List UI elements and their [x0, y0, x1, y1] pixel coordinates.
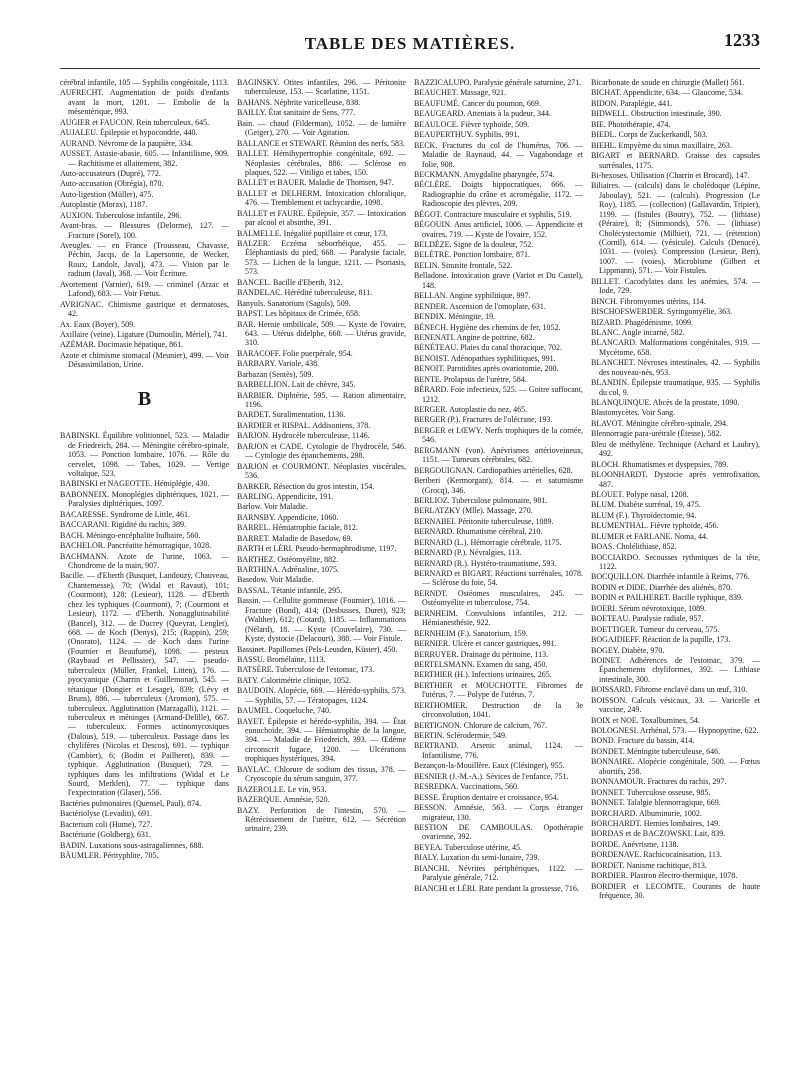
index-entry: BLAVOT. Méningite cérébro-spinale, 294.: [591, 418, 729, 428]
index-entry: BEAUCHET. Massage, 921.: [414, 88, 507, 98]
index-entry: BERTHIER et MOUCHOTTE. Fibromes de l'utérus, 7. — Polype de l'utérus, 7.: [414, 680, 583, 700]
index-entry: AUFRECHT. Augmentation de poids d'enfants avant la mort, 1201. — Embolie de la mésentérique, 993.: [60, 88, 229, 117]
index-entry: Bleu de méthylène. Technique (Achard et Laubry), 492.: [591, 439, 760, 459]
index-entry: BALLET et DELHERM. Intoxication chloralique, 476. — Tremblement et tachycardie, 1098.: [237, 188, 406, 208]
index-entry: BORDIER. Plastron électro-thermique, 1078.: [591, 871, 738, 881]
index-entry: BEAULOCE. Fièvre typhoïde, 509.: [414, 119, 530, 129]
index-entry: BLANC. Angle incarné, 582.: [591, 327, 685, 337]
index-entry: BACHMANN. Azote de l'urine, 1063. — Chondrome de la main, 907.: [60, 551, 229, 570]
index-entry: Beriberi (Kermorgant), 814. — et saturnisme (Grocq), 346.: [414, 476, 583, 495]
index-entry: BLUM. Diabète surrénal, 19, 475.: [591, 500, 701, 510]
index-entry: BIALY. Luxation du semi-lunaire, 739.: [414, 853, 540, 863]
index-entry: BIANCHI. Névrites périphériques, 1122. — Paralysie générale, 712.: [414, 863, 583, 883]
index-entry: BÉNÉTEAU. Plaies du canal thoracique, 702.: [414, 343, 562, 353]
index-entry: BACCARANI. Rigidité du rachis, 389.: [60, 520, 186, 530]
index-entry: BINCH. Fibromyomes utérins, 114.: [591, 296, 706, 306]
index-entry: BASSU. Bromélaïne, 1113.: [237, 654, 326, 664]
index-entry: Bacterium coli (Hume), 727.: [60, 819, 153, 829]
index-entry: BANDELAC. Hérédité tuberculeuse, 811.: [237, 288, 373, 298]
index-entry: Bactéries pulmonaires (Quensel, Paul), 874.: [60, 798, 202, 808]
index-entry: BALLET et BAUER. Maladie de Thomsen, 947.: [237, 178, 394, 188]
index-entry: BERTIN. Sclérodermie, 549.: [414, 731, 508, 740]
index-entry: BECK. Fractures du col de l'humérus, 706. — Maladie de Raynaud, 44. — Vagabondage et folie, 908.: [414, 140, 583, 169]
index-entry: Barbazan (Sentès), 509.: [237, 369, 314, 379]
index-entry: BOLOGNESI. Arrhénal, 573. — Hypnopyrine, 622.: [591, 726, 759, 735]
index-entry: Azote et chimisme stomacal (Meunier), 499. — Voir Désassimilation, Urine.: [60, 350, 229, 370]
index-entry: BARDET. Suralimentation, 1136.: [237, 410, 346, 420]
index-entry: BERTRAND. Arsenic animal, 1124. — Infantilisme, 776.: [414, 741, 583, 760]
index-entry: BARNSBY. Appendicite, 1060.: [237, 512, 339, 522]
index-entry: BIDON. Paraplégie, 441.: [591, 98, 673, 108]
index-entry: BORCHARDT. Hernies lombaires, 149.: [591, 818, 721, 828]
index-entry: BESSE. Éruption dentaire et croissance, 954.: [414, 792, 559, 802]
index-entry: BALMELLE. Inégalité pupillaire et cœur, 173.: [237, 228, 388, 238]
index-entry: BABONNEIX. Monoplégies diphtériques, 1021. — Paralysies diphtériques, 1097.: [60, 489, 229, 509]
index-entry: BESREDKA. Vaccinations, 560.: [414, 782, 519, 792]
index-entry: BOND. Fracture du bassin, 414.: [591, 736, 695, 746]
index-entry: BARJON et CADE. Cytologie de l'hydrocèle, 546. — Cytologie des épanchements, 298.: [237, 441, 406, 461]
index-entry: BERNDT. Ostéomes musculaires, 245. — Ostéomyélite et tuberculose, 754.: [414, 588, 583, 608]
index-entry: Bain. — chaud (Filderman), 1052. — de lumière (Geiger), 270. — Voir Agitation.: [237, 118, 406, 138]
index-entry: BAYET. Épilepsie et hérédo-syphilis, 394. — État eunuchoïde, 394. — Hémiatrophie de la langue, 394. — Maladie de Friedreich, 393. — Œdème circonscrit fugace, 1200. — Ulcérations trophiques hystériques, 394.: [237, 716, 406, 764]
index-entry: BIEDL. Corps de Zuckerkandl, 503.: [591, 130, 708, 140]
index-entry: BERNABEI. Péritonite tuberculeuse, 1089.: [414, 516, 554, 526]
index-entry: Axillaire (veine). Ligature (Dumoulin, Mériel), 741.: [60, 329, 228, 339]
index-entry: BERRUYER. Drainage du péritoine, 113.: [414, 649, 549, 659]
index-entry: Auto-accusation (Obrégia), 870.: [60, 179, 164, 189]
index-entry: BOINET. Adhérences de l'estomac, 379. — Épanchements chyliformes, 392. — Lithiase intestinale, 300.: [591, 655, 760, 684]
index-entry: BASSAL. Tétanie infantile, 295.: [237, 585, 343, 595]
index-entry: Blennorragie para-urétrale (Étesse), 582.: [591, 429, 722, 439]
page-title: TABLE DES MATIÈRES.: [304, 34, 516, 53]
index-entry: BESTION DE CAMBOULAS. Opothérapie ovarienne, 392.: [414, 822, 583, 842]
index-entry: BAZERQUE. Amnésie, 520.: [237, 795, 330, 805]
index-entry: BERLIOZ. Tuberculose pulmonaire, 981.: [414, 495, 548, 505]
index-entry: BARJON et COURMONT. Néoplasies viscérales, 536.: [237, 461, 406, 481]
index-entry: BIZARD. Phagédénisme, 1099.: [591, 317, 693, 327]
index-entry: BENDER. Ascension de l'omoplate, 631.: [414, 301, 546, 311]
index-entry: BAZZICALUPO. Paralysie générale saturnine, 271.: [414, 78, 582, 87]
index-entry: BADIN. Luxations sous-astragaliennes, 688.: [60, 840, 204, 850]
index-entry: BERTHOMIER. Destruction de la 3e circonvolution, 1041.: [414, 700, 583, 720]
index-entry: BABINSKI. Équilibre volitionnel, 523. — Maladie de Friedreich, 284. — Méningite cérébro-spinale, 1053. — Ponction lombaire, 1076. — Rôle du cervelet, 1098. — Tabes, 1029. — Vertige voltaïque, 523.: [60, 431, 229, 479]
index-entry: BIDWELL. Obstruction intestinale, 390.: [591, 109, 722, 119]
index-entry: BERLATZKY (Mlle). Massage, 270.: [414, 506, 533, 516]
index-entry: BILLET. Cacodylates dans les anémies, 574. — Iode, 729.: [591, 276, 760, 296]
index-entry: BÉGOT. Contracture musculaire et syphilis, 519.: [414, 209, 572, 219]
index-entry: BECKMANN. Amygdalite pharyngée, 574.: [414, 169, 555, 179]
index-entry: BARTHINA. Adrénaline, 1075.: [237, 565, 339, 574]
index-entry: BERNARD (P.). Névralgies, 113.: [414, 548, 522, 558]
page-number: 1233: [724, 30, 760, 50]
index-entry: BERNARD (L.). Hémorragie cérébrale, 1175.: [414, 537, 562, 547]
index-entry: BABINSKI et NAGEOTTE. Hémiplégie, 430.: [60, 479, 210, 489]
index-entry: BEYEA. Tuberculose utérine, 45.: [414, 842, 522, 852]
index-entry: BLUMER et FARLANE. Noma, 44.: [591, 531, 708, 541]
index-entry: BERTELSMANN. Examen du sang, 450.: [414, 659, 548, 669]
index-entry: Blastomycètes. Voir Sang.: [591, 408, 676, 418]
section-letter: B: [137, 387, 152, 410]
index-entry: BELDÈZE. Signe de la douleur, 752.: [414, 240, 534, 249]
index-entry: BAUDOIN. Alopécie, 669. — Hérédo-syphilis, 573. — Syphilis, 57. — Tératopages, 1124.: [237, 686, 406, 705]
index-entry: BARLING. Appendicite, 191.: [237, 491, 334, 501]
index-entry: BERNIER. Ulcère et cancer gastriques, 991.: [414, 639, 557, 649]
index-entry: Belladone. Intoxication grave (Variot et Du Castel), 148.: [414, 271, 583, 290]
index-entry: BALLANCE et STEWART. Réunion des nerfs, 583.: [237, 138, 406, 148]
index-entry: cérébral infantile, 105 — Syphilis congénitale, 1113.: [60, 78, 229, 87]
index-entry: BIE. Photothérapie, 474.: [591, 119, 671, 129]
index-entry: BARREL. Hémiatrophie faciale, 812.: [237, 523, 358, 533]
index-entry: BARTH et LÉRI. Pseudo-hermaphrodisme, 1197.: [237, 544, 397, 554]
index-entry: Bassin. — Cellulite gommeuse (Fournier), 1016. — Fracture (Bond), 414; (Desbusses, Duret), 923; (Walther), 612; (Cotard), 1185. — Inflammations (Nélard), 18. — Kyste (Couvelaire), 730. — Kyste, dystocie (Delacourt), 388. — Voir Fistule.: [237, 596, 406, 644]
index-entry: BALLET. Hémihypertrophie congénitale, 692. — Néoplasies cérébrales, 886. — Sclérose en plaques, 522. — Vitiligo et tabes, 150.: [237, 149, 406, 177]
index-entry: BAPST. Les hôpitaux de Crimée, 658.: [237, 309, 360, 319]
index-entry: Bi-hexoses. Utilisation (Charrin et Brocard), 147.: [591, 170, 750, 180]
index-entry: BEAUPERTHUY. Syphilis, 991.: [414, 130, 520, 140]
index-entry: BORDE. Anévrisme, 1138.: [591, 839, 679, 849]
index-entry: BAZY. Perforation de l'intestin, 570. — Rétrécissement de l'urètre, 612. — Sécrétion urinaire, 239.: [237, 805, 406, 834]
index-entry: BESNIER (J.-M.-A.). Sévices de l'enfance, 751.: [414, 771, 569, 781]
index-entry: BARACOFF. Folie puerpérale, 954.: [237, 348, 353, 358]
index-entry: BOISSARD. Fibrome enclavé dans un œuf, 310.: [591, 685, 748, 695]
index-entry: Auto-ligestion (Müller), 475.: [60, 189, 154, 199]
header-rule: [60, 68, 760, 69]
index-entry: AVRIGNAC. Chimisme gastrique et dermatoses, 42.: [60, 299, 229, 319]
index-column-1: [60, 78, 229, 1072]
index-entry: Bacille. — d'Eberth (Busquet, Landouzy, Chauveau, Chantemesse), 70; (Widal et Ravaut), 101; (Courmont), 128; (Lesieur), 1128. — d'Eberth chez les typhiques (Courmont), 7; (Courmont et Lesieur), 1172. — d'Eberth. Nonagglutinabilité (Bancel), 312. — de Ducrey (Queyrat, Lenglet), 668. — de Koch (Denys), 215; (Rappin), 259; (Onorato), 1124. — de Koch dans l'urine (Fournier et Beaufumé), 1098. — pesteux (Raybaud et Pellissier), 547. — pseudo-tuberculeux (Müller, Frankel, Litten), 176. — pyocyanique (Charrin et Guillemonat), 545. — tétanique (Dongier et Lesage), 839; (Lévy et Bruns), 886. — tuberculeux (Aronson), 575. — tuberculeux. Agglutination (Marzagalli), 1121. — tuberculeux et méninges (Armand-Delille), 667. — tuberculeux. Formes actinomycosiques (Dalous), 519. — tuberculeux. Passage dans les chylifères (Nicolas et Descos), 691. — typhique (Cambier), 6; (Bodin et Pailheret), 839. — typhique. Agglutination (Busquet), 729. — typhiques dans les infiltrations (Widal et Le Sourd, Merklen), 77. — typhique dans l'expectoration (Glaser), 556.: [60, 571, 229, 798]
index-entry: BÉCLÈRE. Doigts hippocratiques, 666. — Radiographie du crâne et acromégalie, 1172. — Radioscopie des plèvres, 209.: [414, 180, 583, 209]
index-entry: Bezançon-la-Mouillère. Eaux (Clésinger), 955.: [414, 761, 565, 771]
index-entry: BALZER. Eczéma séborrhéique, 455. — Éléphantiasis du pied, 668. — Paralysie faciale, 573. — Lichen de la langue, 1211. — Psoriasis, 573.: [237, 239, 406, 277]
index-entry: BAHANS. Néphrite varicelleuse, 838.: [237, 97, 361, 107]
index-entry: BÉNECH. Hygiène des chemins de fer, 1052.: [414, 322, 561, 332]
index-entry: BEAUFUMÉ. Cancer du poumon, 669.: [414, 98, 541, 108]
index-entry: Bactériurie (Goldberg), 631.: [60, 830, 151, 840]
index-entry: Banyuls. Sanatorium (Sagols), 509.: [237, 298, 351, 308]
index-entry: BACARESSE. Syndrome de Little, 461.: [60, 509, 190, 519]
index-entry: AZÉMAR. Docimasie hépatique, 861.: [60, 340, 184, 350]
index-entry: Bassinet. Papillomes (Pels-Leusden, Küster), 450.: [237, 644, 398, 654]
index-entry: BONNET. Tuberculose osseuse, 985.: [591, 787, 711, 797]
index-entry: BATSÈRE. Tuberculose de l'estomac, 173.: [237, 665, 375, 675]
index-entry: BOCCIARDO. Secousses rythmiques de la tête, 1122.: [591, 552, 760, 571]
index-entry: BERTIGNON. Chlorure de calcium, 767.: [414, 720, 548, 730]
index-entry: Avant-bras. — Blessures (Delorme), 127. — Fracture (Sorel), 100.: [60, 221, 229, 240]
index-column-2: [237, 78, 406, 1072]
index-entry: BELIN. Sinusite frontale, 522.: [414, 260, 513, 270]
index-entry: BERGER. Autoplastie du nez, 465.: [414, 405, 528, 414]
index-entry: BÄUMLER. Pérityphlite, 705.: [60, 851, 159, 861]
index-entry: BLOONHARDT. Dystocie après ventrofixation, 487.: [591, 470, 760, 489]
index-entry: BLANCARD. Malformations congénitales, 919. — Mycétome, 658.: [591, 338, 760, 357]
index-entry: BICHAT. Appendicite, 634. — Glaucome, 534.: [591, 88, 743, 98]
index-entry: Auto-accusateurs (Dupré), 772.: [60, 168, 161, 178]
index-entry: BAILLY. État sanitaire de Sens, 777.: [237, 108, 356, 118]
index-entry: BARDIER et RISPAL. Addisoniens, 378.: [237, 420, 371, 430]
index-entry: BAR. Hernie ombilicale, 509. — Kyste de l'ovaire, 643. — Utérus didelphe, 668. — Utérus gravide, 310.: [237, 319, 406, 348]
index-entry: BORDENAVE. Rachicocainisation, 113.: [591, 850, 722, 860]
index-entry: BAZEROLLE. Le vin, 953.: [237, 784, 327, 794]
index-entry: BOETTIGER. Tumeur du cerveau, 575.: [591, 624, 720, 634]
index-entry: Aveugles. — en France (Trousseau, Chavasse, Péchin, Jacqs, de la Lapersonne, de Wecker, Roux, Landolt, Javal), 473. — Vision par le radium (Javal), 368. — Voir Écriture.: [60, 241, 229, 279]
index-entry: BLANCHET. Névroses intestinales, 42. — Syphilis des nouveau-nés, 953.: [591, 358, 760, 377]
index-entry: BOAS. Cholélithiase, 852.: [591, 542, 677, 552]
index-entry: BERTHIER (H.). Infections urinaires, 265.: [414, 670, 552, 680]
index-entry: BLUMENTHAL. Fièvre typhoïde, 456.: [591, 521, 719, 531]
index-entry: BAGINSKY. Otites infantiles, 296. — Péritonite tuberculeuse, 153. — Scarlatine, 1151.: [237, 78, 406, 97]
index-entry: BIEHL. Empyème du sinus maxillaire, 263.: [591, 140, 732, 150]
index-entry: BELÈTRE. Ponction lombaire, 871.: [414, 250, 530, 260]
index-entry: BORDAS et de BACZOWSKI. Lait, 839.: [591, 829, 726, 839]
index-entry: BLANQUINQUE. Abcès de la prostate, 1090.: [591, 398, 740, 407]
index-entry: BORDET. Nanisme rachitique, 813.: [591, 860, 707, 870]
index-entry: Avortement (Varnier), 619. — criminel (Arzac et Lafond), 683. — Voir Fœtus.: [60, 279, 229, 299]
index-entry: BODIN et DIDE. Diarrhée des aliénés, 870.: [591, 582, 733, 592]
index-entry: Bicarbonate de soude en chirurgie (Mallet) 561.: [591, 78, 745, 87]
index-entry: BERGER (P.). Fractures de l'olécrane, 193.: [414, 415, 553, 425]
index-entry: BESSON. Amnésie, 563. — Corps étranger migrateur, 130.: [414, 803, 583, 822]
index-entry: BENDIX. Méningite, 19.: [414, 312, 496, 322]
index-entry: BOGAJDIEFF. Réaction de la pupille, 173.: [591, 635, 731, 645]
index-entry: BARKER. Résection du gros intestin, 154.: [237, 481, 375, 491]
page-header: [60, 28, 760, 58]
index-entry: BERGMANN (von). Anévrismes artérioveineux, 1151. — Tumeurs cérébrales, 682.: [414, 445, 583, 465]
index-entry: BARRET. Maladie de Basedow, 69.: [237, 533, 353, 543]
index-entry: BIGART et BERNARD. Graisse des capsules surrénales, 1175.: [591, 151, 760, 170]
index-entry: BALLET et FAURE. Épilepsie, 357. — Intoxication par alcool et absinthe, 391.: [237, 208, 406, 228]
index-entry: Bactériolyse (Levaditi), 691.: [60, 809, 152, 819]
index-entry: BENOIST. Adénopathies syphilitiques, 991.: [414, 353, 556, 363]
index-entry: BACH. Méningo-encéphalite bulbaire, 560.: [60, 530, 201, 540]
index-entry: BERGOUIGNAN. Cardiopathies artérielles, 628.: [414, 465, 573, 475]
index-entry: BEAUGEARD. Attentats à la pudeur, 344.: [414, 109, 551, 119]
index-entry: BÉRARD. Foie infectieux, 525. — Goitre suffocant, 1212.: [414, 385, 583, 404]
index-entry: BOETEAU. Paralysie radiale, 957.: [591, 614, 704, 624]
index-entry: BÉGOUIN. Anus artificiel, 1006. — Appendicite et ovaires, 719. — Kyste de l'ovaire, 152.: [414, 220, 583, 239]
index-entry: Ax. Eaux (Boyer), 509.: [60, 319, 136, 329]
index-column-4: [591, 78, 760, 1072]
index-entry: BODIN et PAILHERET. Bacille typhique, 839.: [591, 593, 743, 603]
index-entry: BACHELOR. Pancréatite hémorragique, 1028.: [60, 541, 212, 551]
index-entry: AUSSET. Astasie-abasie, 605. — Infantilisme, 909. — Rachitisme et allaitement, 382.: [60, 149, 229, 168]
index-entry: BERNARD. Rhumatisme cérébral, 210.: [414, 527, 543, 537]
index-entry: BOERI. Sérum névrotoxique, 1089.: [591, 603, 707, 613]
index-entry: BENENATI. Angine de poitrine, 682.: [414, 332, 535, 342]
index-entry: BERNHEIM. Convulsions infantiles, 212. — Hémianesthésie, 922.: [414, 608, 583, 628]
index-entry: BONNET. Talalgie blennorragique, 669.: [591, 798, 721, 808]
index-entry: BLUM (F.). Thyroïdectomie, 94.: [591, 510, 697, 520]
index-entry: BERNHEIM (F.). Sanatorium, 159.: [414, 628, 528, 638]
index-entry: Autoplastie (Morax), 1187.: [60, 200, 148, 210]
index-entry: BERNARD et BIGART. Réactions surrénales, 1078. — Sclérose du foie, 54.: [414, 569, 583, 588]
index-entry: BENOIT. Parotidites après ovariotomie, 200.: [414, 364, 559, 374]
index-entry: BARBELLION. Lait de chèvre, 345.: [237, 380, 356, 390]
index-entry: BIANCHI et LÉRI. Rate pendant la grossesse, 716.: [414, 883, 579, 893]
index-entry: BARTHEZ. Ostéomyélite, 882.: [237, 554, 339, 564]
index-entry: BELLAN. Angine syphilitique, 997.: [414, 291, 531, 301]
index-entry: BOIX et NOE. Toxalbumines, 54.: [591, 715, 700, 725]
index-entry: BONNAIRE. Alopécie congénitale, 500. — Fœtus abortifs, 258.: [591, 757, 760, 776]
index-entry: BORCHARD. Albuminurie, 1002.: [591, 808, 702, 818]
index-entry: BOGEY. Diabète, 970.: [591, 645, 665, 655]
index-entry: BOCQUILLON. Diarrhée infantile à Reims, 776.: [591, 572, 750, 582]
index-entry: BENTE. Prolapsus de l'urètre, 584.: [414, 374, 527, 384]
index-entry: BLOCH. Rhumatismes et dyspepsies, 789.: [591, 459, 729, 469]
index-entry: BAUMEL. Coqueluche, 740.: [237, 706, 331, 716]
index-entry: BARJON. Hydrocèle tuberculeuse, 1146.: [237, 431, 370, 441]
index-entry: BOISSON. Calculs vésicaux, 33. — Varicelle et vaccine, 249.: [591, 695, 760, 715]
index-entry: Biliaires. — (calculs) dans le cholédoque (Lépine, Jaboulay), 521. — (calculs). Progression (Le Roy), 1185. — (collection) (Gallavardin, Tripier), 1199. — (fistules (Boutry), 752. — (lithiase) (Péraire), 8; (Simmonds), 576. — (lithiase) Cholécystectomie (Milhiet), 721. — (rétention) (Cornil), 614. — (vésicule). Calculs (Denucé), 1031. — (voies). Compression (Lesieur, Bert), 1007. — (voies). Microbisme (Gilbert et Lippmann), 571. — Voir Fistules.: [591, 181, 760, 276]
index-entry: AUJALEU. Épilepsie et hypocondrie, 440.: [60, 128, 198, 138]
index-entry: BERGER et LŒWY. Nerfs trophiques de la cornée, 546.: [414, 425, 583, 445]
index-columns: [60, 78, 760, 1072]
index-entry: BARBARY. Variole, 438.: [237, 359, 320, 369]
index-entry: BISCHOFSWERDER. Syringomyélie, 363.: [591, 307, 733, 317]
index-entry: AUXION. Tuberculose infantile, 296.: [60, 210, 182, 220]
index-entry: BLANDIN. Épilepsie traumatique, 935. — Syphilis du col, 9.: [591, 378, 760, 397]
index-entry: BERNARD (R.). Hystéro-traumatisme, 593.: [414, 558, 557, 568]
index-entry: BAYLAC. Chlorure de sodium des tissus, 378. — Cryoscopie du sérum sanguin, 377.: [237, 764, 406, 784]
index-column-3: [414, 78, 583, 1072]
index-entry: BATY. Calorimétrie clinique, 1052.: [237, 675, 352, 685]
index-entry: BORDIER et LECOMTE. Courants de haute fréquence, 30.: [591, 881, 760, 900]
index-entry: Barlow. Voir Maladie.: [237, 502, 308, 512]
index-entry: BONNAMOUR. Fractures du rachis, 297.: [591, 777, 727, 787]
index-entry: BARBIER. Diphtérie, 595. — Ration alimentaire, 1196.: [237, 390, 406, 409]
index-entry: BLOUET. Polype nasal, 1208.: [591, 489, 689, 499]
index-entry: Basedow. Voir Maladie.: [237, 575, 314, 585]
index-entry: BANCEL. Bacille d'Eberth, 312.: [237, 277, 343, 287]
index-entry: AURAND. Névrome de la paupière, 334.: [60, 138, 193, 148]
index-entry: AUGIER et FAUCON. Rein tuberculeux, 645.: [60, 117, 210, 127]
index-entry: BONDET. Méningite tuberculeuse, 646.: [591, 746, 721, 756]
